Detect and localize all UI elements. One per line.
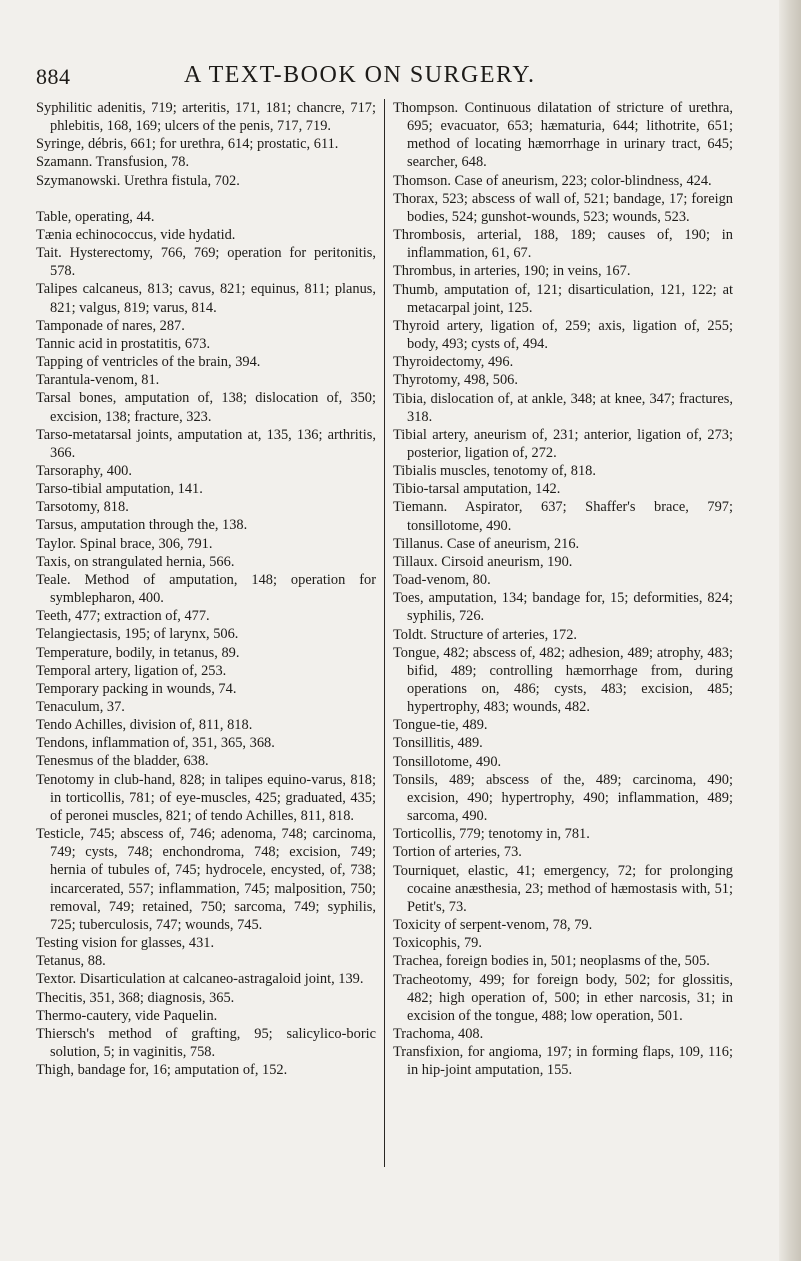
index-entry: Syphilitic adenitis, 719; arteritis, 171, 181; chancre, 717; phlebitis, 168, 169; ulcers of the penis, 717, 719.: [36, 100, 376, 135]
index-entry: Toldt. Structure of arteries, 172.: [393, 626, 578, 643]
index-entry: Teeth, 477; extraction of, 477.: [36, 608, 210, 625]
index-entry: Tiemann. Aspirator, 637; Shaffer's brace, 797; tonsillotome, 490.: [393, 499, 733, 534]
index-entry: Tonsils, 489; abscess of the, 489; carcinoma, 490; excision, 490; hypertrophy, 490; inflammation, 489; sarcoma, 490.: [393, 771, 733, 825]
index-entry: Tonsillitis, 489.: [393, 735, 483, 752]
index-entry: Toxicity of serpent-venom, 78, 79.: [393, 917, 593, 934]
index-entry: Thyroidectomy, 496.: [393, 354, 514, 371]
index-entry: Tongue-tie, 489.: [393, 717, 488, 734]
index-entry: Tarsus, amputation through the, 138.: [36, 517, 248, 534]
index-entry: Toxicophis, 79.: [393, 935, 482, 952]
index-entry: Trachea, foreign bodies in, 501; neoplasms of the, 505.: [393, 953, 710, 970]
index-entry: Torticollis, 779; tenotomy in, 781.: [393, 826, 590, 843]
index-entry: Testicle, 745; abscess of, 746; adenoma, 748; carcinoma, 749; cysts, 748; enchondroma, 748; excision, 749; hernia of tubules of, 745; hydrocele, encysted, of, 738; incarcerated, 557; inflammation, 745; malposition, 750; removal, 749; retained, 750; sarcoma, 749; syphilis, 725; tuberculosis, 747; wounds, 745.: [36, 826, 376, 933]
index-entry: Thomson. Case of aneurism, 223; color-blindness, 424.: [393, 172, 712, 189]
index-entry: Testing vision for glasses, 431.: [36, 935, 215, 952]
index-entry: Szymanowski. Urethra fistula, 702.: [36, 172, 240, 189]
index-entry: Taxis, on strangulated hernia, 566.: [36, 553, 235, 570]
index-entry: Tibial artery, aneurism of, 231; anterior, ligation of, 273; posterior, ligation of, 272.: [393, 426, 733, 461]
index-entry: Taylor. Spinal brace, 306, 791.: [36, 535, 213, 552]
index-entry: Tortion of arteries, 73.: [393, 844, 522, 861]
index-entry: Tourniquet, elastic, 41; emergency, 72; for prolonging cocaine anæsthesia, 23; method of hæmostasis with, 51; Petit's, 73.: [393, 862, 733, 915]
index-entry: Tarso-metatarsal joints, amputation at, 135, 136; arthritis, 366.: [36, 426, 376, 461]
page-header: [36, 56, 780, 92]
index-entry: Transfixion, for angioma, 197; in forming flaps, 109, 116; in hip-joint amputation, 155.: [393, 1044, 733, 1079]
index-entry: Table, operating, 44.: [36, 208, 155, 225]
index-entry: Thumb, amputation of, 121; disarticulation, 121, 122; at metacarpal joint, 125.: [393, 281, 733, 316]
index-entry: Thiersch's method of grafting, 95; salicylico-boric solution, 5; in vaginitis, 758.: [36, 1025, 376, 1060]
index-entry: Tarso-tibial amputation, 141.: [36, 481, 203, 498]
index-entry: Textor. Disarticulation at calcaneo-astragaloid joint, 139.: [36, 971, 364, 988]
page-edge-shadow: [779, 0, 801, 1261]
index-entry: Tamponade of nares, 287.: [36, 317, 185, 334]
index-entry: Tapping of ventricles of the brain, 394.: [36, 354, 261, 371]
index-column-right: [393, 99, 733, 1079]
index-entry: Tænia echinococcus, vide hydatid.: [36, 226, 236, 243]
index-entry: Tetanus, 88.: [36, 953, 106, 970]
index-entry: Toes, amputation, 134; bandage for, 15; deformities, 824; syphilis, 726.: [393, 590, 733, 625]
index-entry: Szamann. Transfusion, 78.: [36, 154, 190, 171]
index-entry: Trachoma, 408.: [393, 1025, 484, 1042]
index-entry: Telangiectasis, 195; of larynx, 506.: [36, 626, 239, 643]
index-entry: Tarsoraphy, 400.: [36, 462, 132, 479]
index-entry: Tonsillotome, 490.: [393, 753, 502, 770]
index-entry: Tracheotomy, 499; for foreign body, 502; for glossitis, 482; high operation of, 500; in ether narcosis, 31; in excision of the tongue, 488; low operation, 501.: [393, 971, 733, 1024]
index-entry: Thecitis, 351, 368; diagnosis, 365.: [36, 989, 235, 1006]
page-number: 884: [36, 64, 71, 89]
index-entry: Tendons, inflammation of, 351, 365, 368.: [36, 735, 275, 752]
running-title: A TEXT-BOOK ON SURGERY.: [184, 62, 536, 88]
index-entry: Thyrotomy, 498, 506.: [393, 372, 518, 389]
index-entry: Tarantula-venom, 81.: [36, 372, 160, 389]
index-entry: Tillaux. Cirsoid aneurism, 190.: [393, 553, 573, 570]
index-entry: Tarsotomy, 818.: [36, 499, 129, 516]
index-entry: Tait. Hysterectomy, 766, 769; operation for peritonitis, 578.: [36, 245, 376, 280]
index-column-left: [36, 99, 376, 1079]
index-entry: Temperature, bodily, in tetanus, 89.: [36, 644, 240, 661]
index-entry: Tibialis muscles, tenotomy of, 818.: [393, 463, 596, 480]
index-entry: Thorax, 523; abscess of wall of, 521; bandage, 17; foreign bodies, 524; gunshot-wounds, 523; wounds, 523.: [393, 190, 733, 225]
index-entry: Tillanus. Case of aneurism, 216.: [393, 535, 580, 552]
index-entry: Tibia, dislocation of, at ankle, 348; at knee, 347; fractures, 318.: [393, 390, 733, 425]
index-entry: Tenaculum, 37.: [36, 699, 125, 715]
index-entry: Thigh, bandage for, 16; amputation of, 152.: [36, 1062, 288, 1079]
index-entry: Thrombosis, arterial, 188, 189; causes of, 190; in inflammation, 61, 67.: [393, 227, 733, 262]
index-entry: Thrombus, in arteries, 190; in veins, 167.: [393, 263, 631, 280]
index-entry: Temporal artery, ligation of, 253.: [36, 662, 227, 679]
index-entry: Toad-venom, 80.: [393, 572, 491, 589]
index-entry: Temporary packing in wounds, 74.: [36, 680, 237, 697]
index-entry: Thompson. Continuous dilatation of stricture of urethra, 695; evacuator, 653; hæmaturia, 644; lithotrite, 651; method of locating hæmorrhage in urinary tract, 645; searcher, 648.: [393, 100, 733, 171]
index-entry: Teale. Method of amputation, 148; operation for symblepharon, 400.: [36, 571, 376, 607]
index-entry: Tenotomy in club-hand, 828; in talipes equino-varus, 818; in torticollis, 781; of eye-muscles, 425; graduated, 435; of peronei muscles, 821; of tendo Achilles, 811, 818.: [36, 771, 376, 824]
index-entry: Tannic acid in prostatitis, 673.: [36, 335, 211, 352]
index-entry: Thyroid artery, ligation of, 259; axis, ligation of, 255; body, 493; cysts of, 494.: [393, 317, 733, 353]
index-entry: Syringe, débris, 661; for urethra, 614; prostatic, 611.: [36, 136, 339, 153]
index-entry: Tibio-tarsal amputation, 142.: [393, 481, 561, 498]
index-entry: Tongue, 482; abscess of, 482; adhesion, 489; atrophy, 483; bifid, 489; controlling hæmorrhage from, during operations on, 486; cysts, 483; excision, 485; hypertrophy, 483; wounds, 482.: [393, 644, 733, 716]
index-entry: Tendo Achilles, division of, 811, 818.: [36, 717, 253, 734]
index-entry: Talipes calcaneus, 813; cavus, 821; equinus, 811; planus, 821; valgus, 819; varus, 814.: [36, 281, 376, 316]
index-entry: Tarsal bones, amputation of, 138; dislocation of, 350; excision, 138; fracture, 323.: [36, 390, 376, 425]
index-entry: Tenesmus of the bladder, 638.: [36, 753, 209, 770]
index-entry: Thermo-cautery, vide Paquelin.: [36, 1007, 218, 1024]
column-divider: [384, 99, 385, 1167]
